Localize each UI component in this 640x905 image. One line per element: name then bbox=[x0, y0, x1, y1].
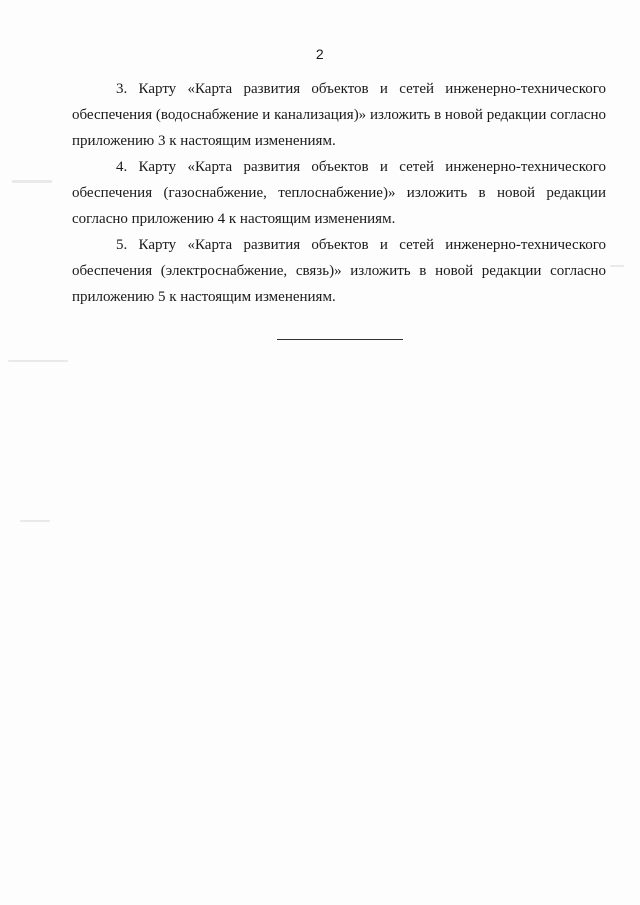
paragraph-item-3: 3. Карту «Карта развития объектов и сетей инженерно-технического обеспечения (водоснабжение и канализация)» изложить в новой редакции согласно приложению 3 к настоящим изменениям. bbox=[72, 81, 606, 149]
document-body bbox=[72, 76, 606, 310]
page-number: 2 bbox=[315, 46, 325, 62]
scan-artifact bbox=[610, 265, 624, 267]
end-divider-line bbox=[277, 339, 403, 340]
scan-artifact bbox=[20, 520, 50, 522]
scan-artifact bbox=[12, 180, 52, 183]
paragraph-item-4: 4. Карту «Карта развития объектов и сетей инженерно-технического обеспечения (газоснабжение, теплоснабжение)» изложить в новой редакции согласно приложению 4 к настоящим изменениям. bbox=[72, 159, 606, 227]
paragraph-item-5: 5. Карту «Карта развития объектов и сетей инженерно-технического обеспечения (электроснабжение, связь)» изложить в новой редакции согласно приложению 5 к настоящим изменениям. bbox=[72, 237, 606, 305]
scan-artifact bbox=[8, 360, 68, 362]
